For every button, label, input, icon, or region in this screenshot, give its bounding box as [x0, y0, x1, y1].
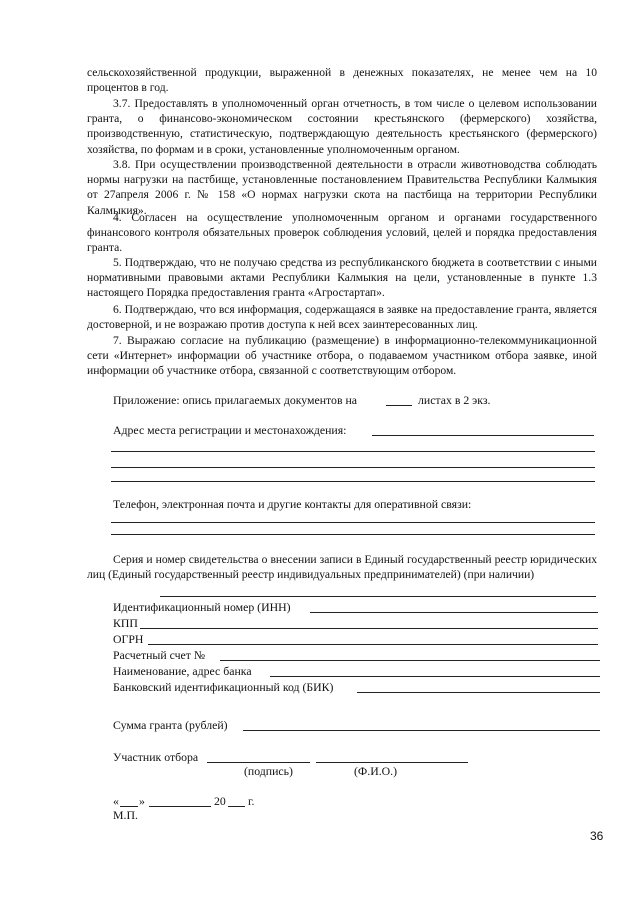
grant-sum-field[interactable]: [243, 730, 600, 731]
bank-field[interactable]: [270, 676, 600, 677]
date-open-quote: «: [113, 794, 119, 808]
grant-sum-label: Сумма гранта (рублей): [113, 718, 228, 732]
signature-caption: (подпись): [244, 764, 293, 778]
bank-label: Наименование, адрес банка: [113, 664, 252, 678]
date-close-quote: »: [139, 794, 145, 808]
paragraph-sales-growth: сельскохозяйственной продукции, выраженной в денежных показателях, не менее чем на 10 процентов в год.: [87, 66, 597, 95]
full-name-field[interactable]: [316, 762, 468, 763]
contacts-field[interactable]: [111, 522, 595, 523]
contacts-field-line-2[interactable]: [111, 534, 595, 535]
account-field[interactable]: [220, 660, 600, 661]
participant-label: Участник отбора: [113, 750, 199, 764]
contacts-label: Телефон, электронная почта и другие контакты для оперативной связи:: [113, 497, 472, 511]
day-field[interactable]: [120, 806, 138, 807]
full-name-caption: (Ф.И.О.): [354, 764, 398, 778]
bik-label: Банковский идентификационный код (БИК): [113, 680, 334, 694]
month-field[interactable]: [149, 806, 211, 807]
address-field[interactable]: [372, 435, 594, 436]
paragraph-6: 6. Подтверждаю, что вся информация, содержащаяся в заявке на предоставление гранта, является достоверной, и не возражаю против доступа к ней всех заинтересованных лиц.: [87, 303, 597, 332]
year-prefix: 20: [214, 794, 226, 808]
paragraph-7: 7. Выражаю согласие на публикацию (размещение) в информационно-телекоммуникационной сети «Интернет» информации об участнике отбора, о подаваемом участником отбора заявке, иной информации об участнике отбора, связанной с соответствующим отбором.: [87, 334, 597, 378]
registry-label: Серия и номер свидетельства о внесении записи в Единый государственный реестр юридических лиц (Единый государственный реестр индивидуальных предпринимателей) (при наличии): [87, 553, 597, 582]
inn-label: Идентификационный номер (ИНН): [113, 600, 291, 614]
attachment-label: Приложение: опись прилагаемых документов на: [113, 393, 358, 407]
registry-field[interactable]: [160, 596, 596, 597]
sheet-count-field[interactable]: [386, 405, 412, 406]
account-label: Расчетный счет №: [113, 648, 206, 662]
address-label: Адрес места регистрации и местонахождения:: [113, 423, 347, 437]
paragraph-5: 5. Подтверждаю, что не получаю средства из республиканского бюджета в соответствии с иными нормативными правовыми актами Республики Калмыкия на цели, установленные в пункте 1.3 настоящего Порядка предоставления гранта «Агростартап».: [87, 256, 597, 300]
address-field-line-2[interactable]: [111, 451, 595, 452]
year-suffix: г.: [248, 794, 255, 808]
kpp-label: КПП: [113, 616, 138, 630]
attachment-suffix: листах в 2 экз.: [418, 393, 491, 407]
page-number: 36: [590, 829, 604, 843]
paragraph-3-8: 3.8. При осуществлении производственной деятельности в отрасли животноводства соблюдать нормы нагрузки на пастбище, установленные постановлением Правительства Республики Калмыкия от 27апреля 2006 г. № 158 «О нормах нагрузки скота на пастбища на территории Республики Калмыкия».: [87, 158, 597, 217]
address-field-line-3[interactable]: [111, 467, 595, 468]
stamp-label: М.П.: [113, 808, 138, 822]
address-field-line-4[interactable]: [111, 481, 595, 482]
paragraph-4: 4. Согласен на осуществление уполномоченным органом и органами государственного финансового контроля обязательных проверок соблюдения условий, целей и порядка предоставления гранта.: [87, 211, 597, 255]
bik-field[interactable]: [357, 692, 600, 693]
kpp-field[interactable]: [140, 628, 598, 629]
year-field[interactable]: [228, 806, 245, 807]
inn-field[interactable]: [310, 612, 598, 613]
signature-field[interactable]: [207, 762, 310, 763]
ogrn-field[interactable]: [148, 644, 598, 645]
paragraph-3-7: 3.7. Предоставлять в уполномоченный орган отчетность, в том числе о целевом использовании гранта, о финансово-экономическом состоянии крестьянского (фермерского) хозяйства, производственную, статистическую, подтверждающую деятельность крестьянского (фермерского) хозяйства, по формам и в сроки, установленные уполномоченным органом.: [87, 97, 597, 156]
ogrn-label: ОГРН: [113, 632, 144, 646]
